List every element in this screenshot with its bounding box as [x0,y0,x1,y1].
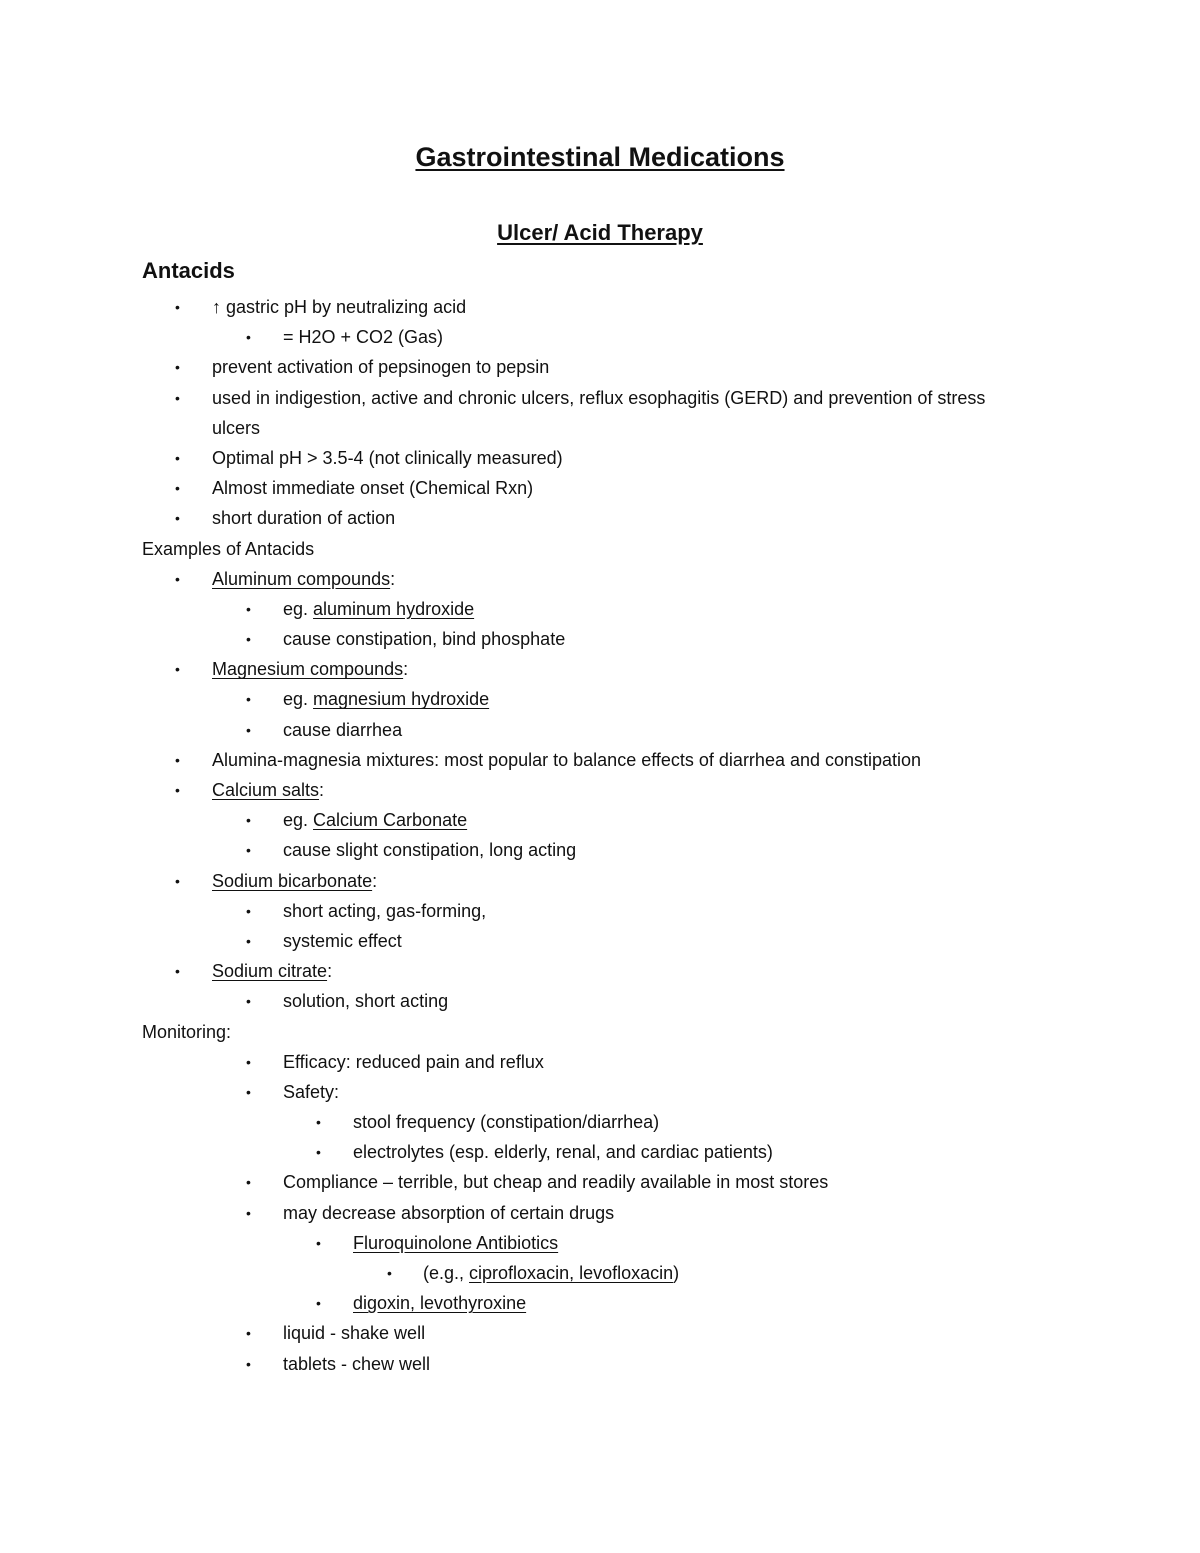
list-item [0,715,1200,745]
list-item-text: prevent activation of pepsinogen to pepsin [212,357,550,378]
list-item [0,352,1200,382]
bullet-icon: • [246,631,251,648]
list-item [0,926,1200,956]
section-label [0,534,1200,564]
bullet-icon: • [246,812,251,829]
list-item-text [423,1258,679,1288]
document-body [0,292,1200,1379]
list-item [0,684,1200,714]
bullet-icon: • [316,1234,321,1251]
list-item-text: Safety: [283,1081,340,1102]
bullet-icon: • [246,1204,251,1221]
list-item [0,1288,1200,1318]
list-item [0,1077,1200,1107]
list-item-text: Almost immediate onset (Chemical Rxn) [212,478,534,499]
bullet-icon: • [175,751,180,768]
list-item [0,956,1200,986]
list-item [0,473,1200,503]
list-item [0,896,1200,926]
list-item-text: used in indigestion, active and chronic ulcers, reflux esophagitis (GERD) and prevention of stress [212,387,986,408]
bullet-icon: • [175,510,180,527]
list-item-text: Compliance – terrible, but cheap and readily available in most stores [283,1172,829,1193]
list-item-text: short duration of action [212,508,396,529]
list-item-text: electrolytes (esp. elderly, renal, and cardiac patients) [353,1142,773,1163]
underlined-term: digoxin, levothyroxine [353,1293,527,1314]
underlined-term: Calcium salts [212,780,320,800]
list-item [0,1258,1200,1288]
list-item-text [353,1288,526,1318]
bullet-icon: • [246,1174,251,1191]
bullet-icon: • [246,1083,251,1100]
bullet-icon: • [246,842,251,859]
bullet-icon: • [246,329,251,346]
list-item-text: solution, short acting [283,991,449,1012]
list-item-text: tablets - chew well [283,1353,431,1374]
bullet-icon: • [316,1114,321,1131]
list-item-text: liquid - shake well [283,1323,426,1344]
underlined-term: aluminum hydroxide [313,598,475,619]
bullet-icon: • [316,1144,321,1161]
list-item [0,745,1200,775]
list-item-text: short acting, gas-forming, [283,900,487,921]
list-item [0,383,1200,413]
section-heading: Antacids [142,258,235,283]
page-title: Gastrointestinal Medications [415,142,785,172]
bullet-icon: • [175,661,180,678]
list-item [0,775,1200,805]
bullet-icon: • [246,721,251,738]
list-item-text [283,594,474,624]
text-run: : [390,568,396,589]
text-run: : [319,780,325,800]
text-run: eg. [283,810,314,831]
list-item-text [212,654,408,684]
list-item-text: Monitoring: [142,1021,232,1042]
list-item [0,564,1200,594]
list-item [0,1349,1200,1379]
bullet-icon: • [175,872,180,889]
list-item [0,1228,1200,1258]
underlined-term: Aluminum compounds [212,568,391,589]
underlined-term: Magnesium compounds [212,659,404,680]
bullet-icon: • [246,993,251,1010]
list-item-text [283,684,489,714]
section-title: Ulcer/ Acid Therapy [497,220,703,245]
list-item [0,594,1200,624]
list-item-text: = H2O + CO2 (Gas) [283,327,444,348]
bullet-icon: • [175,963,180,980]
list-item [0,805,1200,835]
list-item-text: cause diarrhea [283,719,403,740]
underlined-term: Fluroquinolone Antibiotics [353,1232,559,1253]
underlined-term: ciprofloxacin, levofloxacin [469,1263,674,1283]
list-item-text [283,805,467,835]
list-item-text: cause slight constipation, long acting [283,840,577,861]
list-item-text: systemic effect [283,930,402,951]
bullet-icon: • [175,782,180,798]
list-item [0,624,1200,654]
bullet-icon: • [387,1265,392,1281]
list-item [0,986,1200,1016]
list-item [0,292,1200,322]
bullet-icon: • [246,1325,251,1342]
list-item [0,1167,1200,1197]
list-item-text: cause constipation, bind phosphate [283,629,566,650]
bullet-icon: • [246,932,251,949]
bullet-icon: • [246,902,251,919]
list-item-text: ulcers [212,417,261,438]
list-item [0,1107,1200,1137]
underlined-term: Sodium citrate [212,961,328,982]
bullet-icon: • [175,480,180,497]
text-run: eg. [283,598,314,619]
list-item [0,1137,1200,1167]
bullet-icon: • [175,389,180,406]
text-run: eg. [283,689,314,710]
list-item-text: ↑ gastric pH by neutralizing acid [212,297,467,317]
text-run: ) [673,1263,680,1283]
text-run: : [327,961,333,982]
bullet-icon: • [175,449,180,466]
bullet-icon: • [246,600,251,617]
list-item [0,1047,1200,1077]
list-item-text: Examples of Antacids [142,538,315,559]
list-item [0,443,1200,473]
list-item-text: Alumina-magnesia mixtures: most popular to balance effects of diarrhea and constipation [212,749,922,770]
list-item-text [212,564,395,594]
bullet-icon: • [175,359,180,376]
bullet-icon: • [246,1355,251,1372]
list-item [0,835,1200,865]
list-item-text [212,956,332,986]
underlined-term: Calcium Carbonate [313,810,468,831]
bullet-icon: • [246,691,251,708]
list-item-text [353,1228,558,1258]
section-label [0,1017,1200,1047]
bullet-icon: • [316,1295,321,1312]
bullet-icon: • [175,299,180,315]
text-run: (e.g., [423,1263,470,1283]
text-run: : [372,870,378,891]
underlined-term: magnesium hydroxide [313,689,490,710]
list-item-text: Optimal pH > 3.5-4 (not clinically measured) [212,447,563,468]
list-item [0,654,1200,684]
list-item [0,413,1200,443]
bullet-icon: • [246,1053,251,1070]
list-item-text [212,866,377,896]
list-item-text: may decrease absorption of certain drugs [283,1202,615,1223]
list-item [0,1198,1200,1228]
list-item-text: Efficacy: reduced pain and reflux [283,1051,544,1072]
list-item [0,503,1200,533]
underlined-term: Sodium bicarbonate [212,870,373,891]
list-item-text [212,775,324,805]
list-item [0,322,1200,352]
list-item [0,866,1200,896]
list-item-text: stool frequency (constipation/diarrhea) [353,1112,660,1133]
list-item [0,1318,1200,1348]
bullet-icon: • [175,570,180,587]
text-run: : [403,659,409,680]
